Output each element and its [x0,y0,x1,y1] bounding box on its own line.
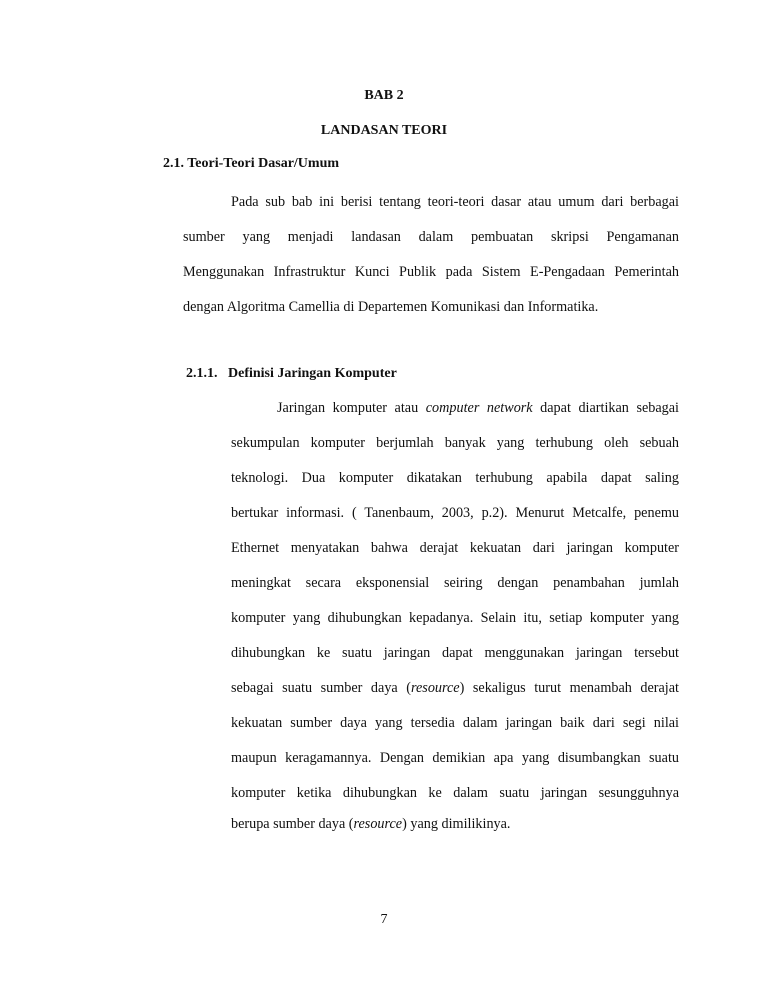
paragraph-line: meningkat secara eksponensial seiring dengan penambahan jumlah [231,575,679,591]
paragraph-line [231,680,679,697]
italic-term: resource [411,680,460,696]
paragraph-line: sumber yang menjadi landasan dalam pembuatan skripsi Pengamanan [183,229,679,245]
chapter-title: LANDASAN TEORI [320,123,448,138]
italic-term: resource [353,816,403,832]
paragraph-line: maupun keragamannya. Dengan demikian apa yang disumbangkan suatu [231,750,679,766]
text: berupa sumber daya ( [231,816,354,832]
paragraph-line: komputer yang dihubungkan kepadanya. Selain itu, setiap komputer yang [231,610,679,626]
text: ) sekaligus turut menambah derajat [459,680,679,696]
section-heading-2-1-1: 2.1.1. Definisi Jaringan Komputer [186,366,397,381]
italic-term: computer network [425,400,533,416]
text: sebagai suatu sumber daya ( [231,680,411,696]
paragraph-line: Pada sub bab ini berisi tentang teori-teori dasar atau umum dari berbagai [231,194,679,210]
text: ) yang dimilikinya. [402,816,511,832]
paragraph-line [231,816,679,833]
paragraph-line: dengan Algoritma Camellia di Departemen Komunikasi dan Informatika. [183,299,599,315]
text: Jaringan komputer atau [277,400,426,416]
paragraph-line [277,400,679,417]
text: dapat diartikan sebagai [532,400,679,416]
paragraph-line: Ethernet menyatakan bahwa derajat kekuatan dari jaringan komputer [231,540,679,556]
paragraph-line: teknologi. Dua komputer dikatakan terhubung apabila dapat saling [231,470,679,486]
paragraph-line: bertukar informasi. ( Tanenbaum, 2003, p.2). Menurut Metcalfe, penemu [231,505,679,521]
paragraph-line: Menggunakan Infrastruktur Kunci Publik pada Sistem E-Pengadaan Pemerintah [183,264,679,280]
paragraph-line: komputer ketika dihubungkan ke dalam suatu jaringan sesungguhnya [231,785,679,801]
paragraph-line: sekumpulan komputer berjumlah banyak yang terhubung oleh sebuah [231,435,679,451]
paragraph-line: kekuatan sumber daya yang tersedia dalam jaringan baik dari segi nilai [231,715,679,731]
page-number: 7 [380,912,388,927]
paragraph-line: dihubungkan ke suatu jaringan dapat menggunakan jaringan tersebut [231,645,679,661]
section-heading-2-1: 2.1. Teori-Teori Dasar/Umum [163,156,340,171]
chapter-number: BAB 2 [364,88,404,103]
